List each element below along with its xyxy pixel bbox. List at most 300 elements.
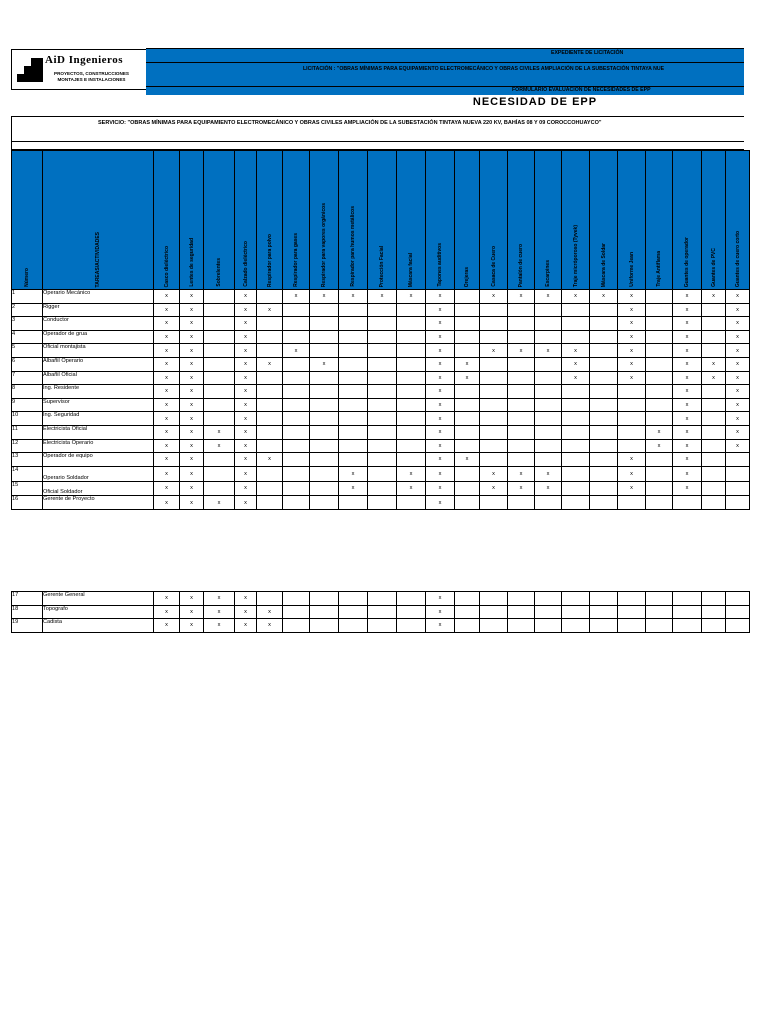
epp-required-mark: x xyxy=(618,290,646,304)
epp-required-mark: x xyxy=(702,371,726,385)
epp-required-mark: x xyxy=(673,357,702,371)
epp-empty-cell xyxy=(646,466,673,481)
epp-empty-cell xyxy=(204,330,235,344)
epp-required-mark: x xyxy=(426,592,455,606)
epp-required-mark: x xyxy=(180,453,204,467)
epp-empty-cell xyxy=(508,496,535,510)
epp-empty-cell xyxy=(257,481,283,496)
column-header-respirador-para-gases-label: Respirador para gases xyxy=(293,233,299,287)
epp-required-mark: x xyxy=(154,371,180,385)
epp-required-mark: x xyxy=(257,605,283,619)
epp-required-mark: x xyxy=(673,412,702,426)
epp-empty-cell xyxy=(257,466,283,481)
epp-empty-cell xyxy=(562,439,590,453)
epp-required-mark: x xyxy=(154,453,180,467)
epp-empty-cell xyxy=(535,425,562,439)
row-number: 18 xyxy=(12,605,43,619)
epp-required-mark: x xyxy=(154,439,180,453)
epp-empty-cell xyxy=(702,496,726,510)
epp-required-mark: x xyxy=(180,592,204,606)
epp-empty-cell xyxy=(562,385,590,399)
epp-required-mark: x xyxy=(180,303,204,317)
epp-empty-cell xyxy=(283,330,310,344)
column-header-mascara-de-soldar-label: Máscara de Soldar xyxy=(600,242,607,287)
epp-empty-cell xyxy=(339,398,368,412)
epp-empty-cell xyxy=(339,439,368,453)
epp-required-mark: x xyxy=(180,385,204,399)
epp-required-mark: x xyxy=(455,357,480,371)
row-task-name: Ing. Seguridad xyxy=(43,412,154,426)
epp-required-mark: x xyxy=(180,357,204,371)
epp-required-mark: x xyxy=(535,481,562,496)
row-number: 19 xyxy=(12,619,43,633)
column-header-respirador-para-humos-metalicos xyxy=(339,151,368,290)
table-header-row xyxy=(12,151,750,290)
epp-required-mark: x xyxy=(154,412,180,426)
epp-empty-cell xyxy=(397,605,426,619)
epp-empty-cell xyxy=(508,412,535,426)
epp-empty-cell xyxy=(646,317,673,331)
row-number: 13 xyxy=(12,453,43,467)
epp-empty-cell xyxy=(310,466,339,481)
row-task-name: Electricista Oficial xyxy=(43,425,154,439)
epp-empty-cell xyxy=(455,619,480,633)
epp-empty-cell xyxy=(702,412,726,426)
epp-empty-cell xyxy=(726,466,750,481)
logo-subtitle: PROYECTOS, CONSTRUCCIONES MONTAJES E INSTALACIONES xyxy=(54,71,129,82)
epp-empty-cell xyxy=(535,592,562,606)
epp-required-mark: x xyxy=(426,439,455,453)
row-task-name: Gerente General xyxy=(43,592,154,606)
column-header-tapones-auditivos xyxy=(426,151,455,290)
epp-empty-cell xyxy=(339,357,368,371)
epp-empty-cell xyxy=(562,619,590,633)
epp-empty-cell xyxy=(283,357,310,371)
epp-required-mark: x xyxy=(154,330,180,344)
epp-empty-cell xyxy=(508,453,535,467)
epp-empty-cell xyxy=(562,605,590,619)
epp-empty-cell xyxy=(590,496,618,510)
column-header-sobrelentes-label: Sobrelentes xyxy=(216,258,222,287)
epp-empty-cell xyxy=(204,317,235,331)
epp-required-mark: x xyxy=(726,398,750,412)
epp-required-mark: x xyxy=(426,425,455,439)
epp-empty-cell xyxy=(455,425,480,439)
epp-required-mark: x xyxy=(646,439,673,453)
epp-required-mark: x xyxy=(673,385,702,399)
epp-required-mark: x xyxy=(618,466,646,481)
epp-required-mark: x xyxy=(726,357,750,371)
header-line2: LICITACIÓN : "OBRAS MÍNIMAS PARA EQUIPAMIENTO ELECTROMECÁNICO Y OBRAS CIVILES AMPLIACIÓN DE LA SUBESTACIÓN TINTAYA NUE xyxy=(303,66,665,72)
epp-empty-cell xyxy=(562,466,590,481)
epp-required-mark: x xyxy=(180,605,204,619)
epp-required-mark: x xyxy=(154,303,180,317)
table-row xyxy=(12,412,750,426)
epp-required-mark: x xyxy=(480,344,508,358)
epp-required-mark: x xyxy=(535,344,562,358)
epp-required-mark: x xyxy=(673,466,702,481)
row-task-name: Rigger xyxy=(43,303,154,317)
epp-empty-cell xyxy=(618,412,646,426)
table-row xyxy=(12,398,750,412)
epp-required-mark: x xyxy=(726,317,750,331)
row-number: 5 xyxy=(12,344,43,358)
epp-empty-cell xyxy=(508,385,535,399)
epp-required-mark: x xyxy=(154,466,180,481)
epp-empty-cell xyxy=(590,425,618,439)
epp-empty-cell xyxy=(257,330,283,344)
epp-empty-cell xyxy=(673,496,702,510)
column-header-mascara-de-soldar xyxy=(590,151,618,290)
epp-empty-cell xyxy=(618,385,646,399)
epp-empty-cell xyxy=(562,425,590,439)
epp-empty-cell xyxy=(283,481,310,496)
epp-required-mark: x xyxy=(310,290,339,304)
epp-empty-cell xyxy=(702,303,726,317)
epp-required-mark: x xyxy=(673,317,702,331)
row-number: 15 xyxy=(12,481,43,496)
epp-empty-cell xyxy=(397,317,426,331)
epp-empty-cell xyxy=(562,330,590,344)
table-row xyxy=(12,592,750,606)
epp-empty-cell xyxy=(368,385,397,399)
epp-empty-cell xyxy=(535,453,562,467)
table-row xyxy=(12,439,750,453)
column-header-guantes-de-cuero-corto-label: Guantes de cuero corto xyxy=(734,230,741,287)
epp-empty-cell xyxy=(480,357,508,371)
epp-required-mark: x xyxy=(154,605,180,619)
epp-required-mark: x xyxy=(590,290,618,304)
column-header-traje-antiflama xyxy=(646,151,673,290)
epp-empty-cell xyxy=(310,619,339,633)
epp-empty-cell xyxy=(646,398,673,412)
epp-empty-cell xyxy=(726,496,750,510)
epp-empty-cell xyxy=(480,330,508,344)
epp-empty-cell xyxy=(508,357,535,371)
epp-required-mark: x xyxy=(154,496,180,510)
epp-empty-cell xyxy=(397,344,426,358)
epp-required-mark: x xyxy=(180,439,204,453)
epp-required-mark: x xyxy=(235,425,257,439)
row-number: 11 xyxy=(12,425,43,439)
epp-required-mark: x xyxy=(726,385,750,399)
epp-empty-cell xyxy=(455,344,480,358)
epp-required-mark: x xyxy=(154,398,180,412)
epp-required-mark: x xyxy=(257,357,283,371)
epp-required-mark: x xyxy=(310,357,339,371)
row-number: 1 xyxy=(12,290,43,304)
epp-required-mark: x xyxy=(180,344,204,358)
epp-empty-cell xyxy=(455,439,480,453)
epp-required-mark: x xyxy=(702,357,726,371)
epp-empty-cell xyxy=(480,317,508,331)
column-header-respirador-para-gases xyxy=(283,151,310,290)
page-title: NECESIDAD DE EPP xyxy=(472,96,598,108)
epp-required-mark: x xyxy=(180,398,204,412)
epp-empty-cell xyxy=(397,371,426,385)
epp-required-mark: x xyxy=(180,317,204,331)
column-header-respirador-para-polvo xyxy=(257,151,283,290)
epp-empty-cell xyxy=(204,398,235,412)
epp-required-mark: x xyxy=(508,466,535,481)
column-header-guantes-de-operador xyxy=(673,151,702,290)
epp-empty-cell xyxy=(368,496,397,510)
row-number: 7 xyxy=(12,371,43,385)
epp-empty-cell xyxy=(339,605,368,619)
row-number: 6 xyxy=(12,357,43,371)
epp-empty-cell xyxy=(397,453,426,467)
epp-empty-cell xyxy=(257,290,283,304)
epp-empty-cell xyxy=(455,290,480,304)
epp-empty-cell xyxy=(397,592,426,606)
column-header-traje-microporoso-tyvek-label: Traje micróporoso (Tyvek) xyxy=(572,224,579,287)
epp-required-mark: x xyxy=(426,481,455,496)
epp-required-mark: x xyxy=(618,330,646,344)
epp-required-mark: x xyxy=(235,605,257,619)
epp-required-mark: x xyxy=(180,330,204,344)
epp-required-mark: x xyxy=(235,290,257,304)
column-header-proteccion-facial-label: Protección Facial xyxy=(379,245,385,287)
epp-empty-cell xyxy=(368,344,397,358)
company-logo xyxy=(11,49,148,90)
epp-empty-cell xyxy=(283,466,310,481)
epp-required-mark: x xyxy=(235,344,257,358)
epp-required-mark: x xyxy=(480,290,508,304)
column-header-traje-antiflama-label: Traje Antiflama xyxy=(656,251,662,287)
table-row xyxy=(12,317,750,331)
epp-empty-cell xyxy=(590,398,618,412)
row-task-name: Albañil Operario xyxy=(43,357,154,371)
epp-empty-cell xyxy=(283,496,310,510)
epp-required-mark: x xyxy=(235,303,257,317)
epp-empty-cell xyxy=(480,496,508,510)
epp-required-mark: x xyxy=(235,439,257,453)
epp-empty-cell xyxy=(590,453,618,467)
column-header-respirador-para-polvo-label: Respirador para polvo xyxy=(266,233,273,287)
epp-required-mark: x xyxy=(235,466,257,481)
epp-empty-cell xyxy=(562,481,590,496)
epp-required-mark: x xyxy=(204,496,235,510)
epp-empty-cell xyxy=(455,466,480,481)
epp-empty-cell xyxy=(455,398,480,412)
epp-required-mark: x xyxy=(562,357,590,371)
epp-empty-cell xyxy=(535,317,562,331)
column-header-tasks-label: TAREAS/ACTIVIDADES xyxy=(95,231,101,287)
epp-empty-cell xyxy=(368,371,397,385)
epp-empty-cell xyxy=(646,481,673,496)
epp-empty-cell xyxy=(646,357,673,371)
column-header-tasks xyxy=(43,151,154,290)
epp-required-mark: x xyxy=(618,481,646,496)
epp-empty-cell xyxy=(310,385,339,399)
epp-empty-cell xyxy=(535,412,562,426)
epp-empty-cell xyxy=(204,357,235,371)
epp-required-mark: x xyxy=(257,619,283,633)
column-header-mascara-facial xyxy=(397,151,426,290)
table-row xyxy=(12,344,750,358)
table-row xyxy=(12,605,750,619)
header-licitacion xyxy=(146,62,744,87)
row-number: 10 xyxy=(12,412,43,426)
epp-required-mark: x xyxy=(426,317,455,331)
epp-empty-cell xyxy=(310,344,339,358)
epp-required-mark: x xyxy=(562,371,590,385)
epp-empty-cell xyxy=(702,605,726,619)
epp-required-mark: x xyxy=(426,303,455,317)
epp-empty-cell xyxy=(702,385,726,399)
epp-required-mark: x xyxy=(562,344,590,358)
epp-empty-cell xyxy=(508,330,535,344)
epp-required-mark: x xyxy=(235,371,257,385)
epp-required-mark: x xyxy=(673,290,702,304)
epp-required-mark: x xyxy=(154,357,180,371)
epp-required-mark: x xyxy=(535,466,562,481)
row-task-name: Electricista Operario xyxy=(43,439,154,453)
epp-required-mark: x xyxy=(204,619,235,633)
epp-required-mark: x xyxy=(180,481,204,496)
epp-required-mark: x xyxy=(426,466,455,481)
column-header-number-label: Número xyxy=(24,268,30,287)
epp-empty-cell xyxy=(480,619,508,633)
epp-empty-cell xyxy=(618,496,646,510)
column-header-casaca-de-cuero xyxy=(480,151,508,290)
epp-empty-cell xyxy=(646,371,673,385)
epp-empty-cell xyxy=(397,439,426,453)
epp-empty-cell xyxy=(562,398,590,412)
table-row xyxy=(12,357,750,371)
column-header-uniforme-jean-label: Uniforme Jean xyxy=(628,252,635,287)
epp-empty-cell xyxy=(310,330,339,344)
epp-empty-cell xyxy=(339,371,368,385)
epp-empty-cell xyxy=(535,619,562,633)
epp-empty-cell xyxy=(310,439,339,453)
epp-empty-cell xyxy=(339,317,368,331)
epp-required-mark: x xyxy=(397,466,426,481)
epp-required-mark: x xyxy=(180,412,204,426)
row-number: 4 xyxy=(12,330,43,344)
epp-required-mark: x xyxy=(455,371,480,385)
epp-required-mark: x xyxy=(480,466,508,481)
epp-empty-cell xyxy=(257,496,283,510)
row-task-name: Operador de equipo xyxy=(43,453,154,467)
epp-empty-cell xyxy=(702,592,726,606)
column-header-orejeras xyxy=(455,151,480,290)
epp-empty-cell xyxy=(535,605,562,619)
epp-required-mark: x xyxy=(180,290,204,304)
column-header-escarpines-label: Escarpines xyxy=(545,260,551,287)
epp-empty-cell xyxy=(702,425,726,439)
epp-empty-cell xyxy=(455,496,480,510)
epp-required-mark: x xyxy=(339,290,368,304)
row-task-name: Conductor xyxy=(43,317,154,331)
epp-empty-cell xyxy=(257,317,283,331)
epp-required-mark: x xyxy=(562,290,590,304)
epp-empty-cell xyxy=(204,453,235,467)
epp-empty-cell xyxy=(339,385,368,399)
row-number: 3 xyxy=(12,317,43,331)
epp-empty-cell xyxy=(339,425,368,439)
epp-empty-cell xyxy=(257,398,283,412)
column-header-guantes-de-pvc xyxy=(702,151,726,290)
column-header-calzado-dielectrico-label: Calzado dieléctrico xyxy=(242,241,249,287)
row-task-name: Albañil Oficial xyxy=(43,371,154,385)
epp-required-mark: x xyxy=(154,592,180,606)
epp-empty-cell xyxy=(310,453,339,467)
epp-empty-cell xyxy=(397,303,426,317)
row-number: 8 xyxy=(12,385,43,399)
epp-required-mark: x xyxy=(508,344,535,358)
epp-required-mark: x xyxy=(480,481,508,496)
epp-empty-cell xyxy=(283,619,310,633)
epp-empty-cell xyxy=(368,330,397,344)
epp-empty-cell xyxy=(590,466,618,481)
column-header-respirador-para-vapores-organicos xyxy=(310,151,339,290)
column-header-lentes-de-seguridad-label: Lentes de seguridad xyxy=(188,238,195,287)
epp-empty-cell xyxy=(368,357,397,371)
epp-empty-cell xyxy=(562,453,590,467)
epp-empty-cell xyxy=(339,303,368,317)
epp-empty-cell xyxy=(702,330,726,344)
epp-empty-cell xyxy=(368,412,397,426)
epp-required-mark: x xyxy=(535,290,562,304)
epp-empty-cell xyxy=(480,303,508,317)
epp-empty-cell xyxy=(480,412,508,426)
epp-required-mark: x xyxy=(154,425,180,439)
epp-required-mark: x xyxy=(397,481,426,496)
epp-empty-cell xyxy=(726,605,750,619)
epp-empty-cell xyxy=(257,439,283,453)
epp-empty-cell xyxy=(310,496,339,510)
epp-empty-cell xyxy=(339,453,368,467)
epp-empty-cell xyxy=(368,398,397,412)
epp-required-mark: x xyxy=(726,439,750,453)
epp-required-mark: x xyxy=(426,398,455,412)
epp-required-mark: x xyxy=(426,412,455,426)
epp-empty-cell xyxy=(480,385,508,399)
epp-empty-cell xyxy=(257,385,283,399)
row-number: 2 xyxy=(12,303,43,317)
epp-required-mark: x xyxy=(204,605,235,619)
epp-empty-cell xyxy=(508,439,535,453)
epp-required-mark: x xyxy=(257,303,283,317)
epp-required-mark: x xyxy=(235,592,257,606)
epp-required-mark: x xyxy=(235,481,257,496)
epp-required-mark: x xyxy=(508,481,535,496)
epp-empty-cell xyxy=(368,425,397,439)
service-text: SERVICIO: "OBRAS MÍNIMAS PARA EQUIPAMIENTO ELECTROMECÁNICO Y OBRAS CIVILES AMPLIACIÓN DE LA SUBESTACIÓN TINTAYA NUEVA 220 KV, BAHÍAS 08 Y 09 COROCCOHUAYCO" xyxy=(98,120,602,126)
epp-required-mark: x xyxy=(673,439,702,453)
row-task-name: Operador de grua xyxy=(43,330,154,344)
epp-empty-cell xyxy=(283,303,310,317)
table-row xyxy=(12,619,750,633)
epp-required-mark: x xyxy=(180,619,204,633)
column-header-guantes-de-cuero-corto xyxy=(726,151,750,290)
epp-empty-cell xyxy=(646,453,673,467)
epp-required-mark: x xyxy=(726,330,750,344)
column-header-respirador-para-humos-metalicos-label: Respirador para humos metálicos xyxy=(350,206,356,287)
epp-empty-cell xyxy=(562,496,590,510)
epp-empty-cell xyxy=(590,303,618,317)
row-task-name: Oficial montajista xyxy=(43,344,154,358)
epp-empty-cell xyxy=(204,466,235,481)
epp-empty-cell xyxy=(397,619,426,633)
epp-empty-cell xyxy=(204,290,235,304)
epp-empty-cell xyxy=(339,619,368,633)
epp-empty-cell xyxy=(368,619,397,633)
column-header-sobrelentes xyxy=(204,151,235,290)
epp-required-mark: x xyxy=(726,412,750,426)
epp-empty-cell xyxy=(257,412,283,426)
